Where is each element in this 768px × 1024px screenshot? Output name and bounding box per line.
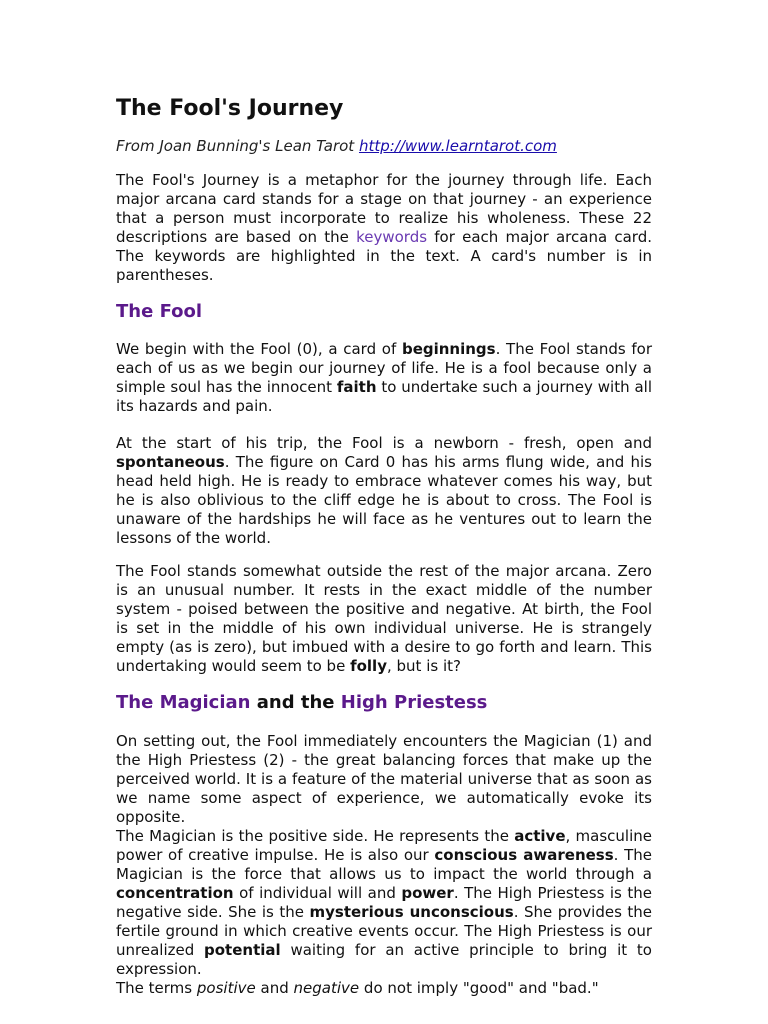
magician-paragraph-1: On setting out, the Fool immediately encounters the Magician (1) and the High Priestess (2) - the great balancing forces that make up the perceived world. It is a feature of the material universe that as soon as we name some aspect of experience, we automatically evoke its opposite.: [116, 732, 652, 826]
fool-paragraph-3: [116, 562, 652, 676]
term-negative: negative: [293, 979, 360, 997]
text: . The figure on Card 0 has his arms flung wide, and his head held high. He is ready to embrace whatever comes his way, but he is also oblivious to the cliff edge he is about to cross. The Fool is unaware of the hardships he will face as he ventures out to learn the lessons of the world.: [116, 453, 652, 547]
keyword-folly: folly: [350, 657, 387, 675]
keywords-link[interactable]: keywords: [356, 228, 428, 246]
keyword-conscious-awareness: conscious awareness: [434, 846, 614, 864]
source-link[interactable]: http://www.learntarot.com: [358, 137, 557, 155]
fool-paragraph-2: [116, 434, 652, 548]
keyword-mysterious-unconscious: mysterious unconscious: [309, 903, 514, 921]
intro-paragraph: [116, 171, 652, 285]
page-title: The Fool's Journey: [116, 96, 344, 121]
text: , masculine power of creative impulse. He is also our: [116, 827, 652, 864]
magician-paragraph-2: [116, 827, 652, 979]
text: . The Fool stands for each of us as we begin our journey of life. He is a fool because only a simple soul has the innocent: [116, 340, 652, 396]
keyword-active: active: [514, 827, 566, 845]
magician-paragraph-3: [116, 979, 652, 998]
text: . She provides the fertile ground in which creative events occur. The High Priestess is our unrealized: [116, 903, 652, 959]
source-prefix: From Joan Bunning's Lean Tarot: [116, 137, 355, 155]
text: . The Magician is the force that allows us to impact the world through a: [116, 846, 652, 883]
heading-magician: The Magician: [116, 692, 251, 713]
keyword-spontaneous: spontaneous: [116, 453, 225, 471]
text: and: [260, 979, 289, 997]
text: do not imply "good" and "bad.": [363, 979, 599, 997]
intro-text-2: for each major arcana card. The keywords are highlighted in the text. A card's number is in parentheses.: [116, 228, 652, 284]
text: . The High Priestess is the negative side. She is the: [116, 884, 652, 921]
text: , but is it?: [386, 657, 461, 675]
document-content: [116, 96, 652, 998]
text: The Magician is the positive side. He represents the: [116, 827, 509, 845]
keyword-potential: potential: [204, 941, 281, 959]
text: We begin with the Fool (0), a card of: [116, 340, 397, 358]
text: The terms: [116, 979, 193, 997]
heading-and: and the: [256, 692, 335, 713]
text: The Fool stands somewhat outside the rest of the major arcana. Zero is an unusual number. It rests in the exact middle of the number system - poised between the positive and negative. At birth, the Fool is set in the middle of his own individual universe. He is strangely empty (as is zero), but imbued with a desire to go forth and learn. This undertaking would seem to be: [116, 562, 652, 675]
keyword-beginnings: beginnings: [401, 340, 496, 358]
term-positive: positive: [196, 979, 256, 997]
text: At the start of his trip, the Fool is a newborn - fresh, open and: [116, 434, 652, 452]
source-line: [116, 137, 652, 156]
heading-high-priestess: High Priestess: [340, 692, 488, 713]
keyword-faith: faith: [336, 378, 377, 396]
keyword-concentration: concentration: [116, 884, 234, 902]
fool-paragraph-1: [116, 340, 652, 416]
text: to undertake such a journey with all its hazards and pain.: [116, 378, 652, 415]
section-heading-fool: The Fool: [116, 301, 203, 322]
intro-text-1: The Fool's Journey is a metaphor for the journey through life. Each major arcana card stands for a stage on that journey - an experience that a person must incorporate to realize his wholeness. These 22 descriptions are based on the: [116, 171, 652, 246]
text: waiting for an active principle to bring it to expression.: [116, 941, 652, 978]
text: of individual will and: [239, 884, 396, 902]
keyword-power: power: [401, 884, 454, 902]
section-heading-magician: [116, 691, 652, 715]
